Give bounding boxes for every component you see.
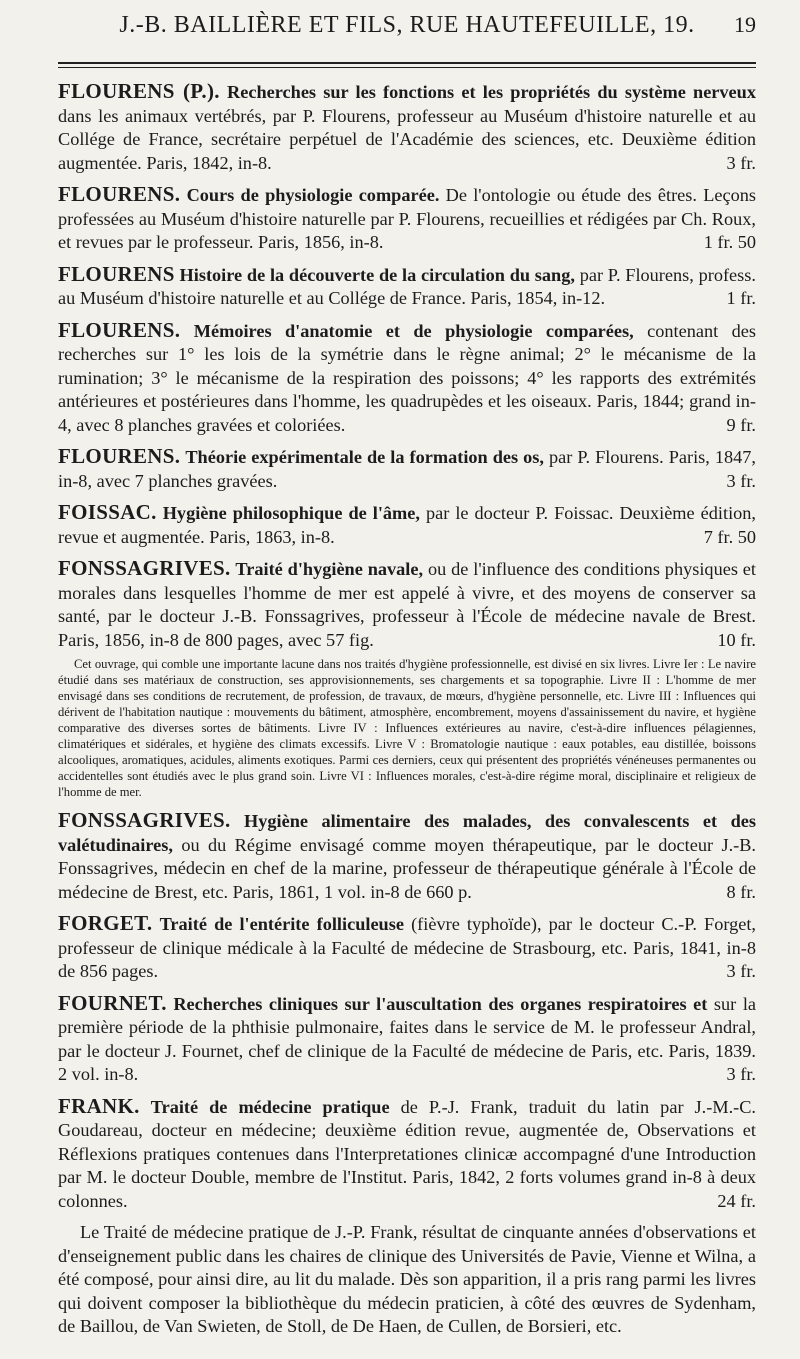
entry-note: Cet ouvrage, qui comble une importante lacune dans nos traités d'hygiène professionnelle, est divisé en six livres. Livre Ier : Le navire étudié dans ses matériaux de construction, ses approvisionnements, ses chargements et sa topographie. Livre II : L'homme de mer envisagé dans ses conditions de recrutement, de profession, de travaux, de mœurs, d'hygiène personnelle, etc. Livre III : Influences qui dérivent de l'habitation nautique : mouvements du bâtiment, atmosphère, encombrement, moyens d'assainissement du navire, et hygiène comparative des diverses sortes de bâtiments. Livre IV : Influences extérieures au navire, c'est-à-dire influences pélagiennes, climatériques et sidérales, et hygiène des climats excessifs. Livre V : Bromatologie nautique : eaux potables, eau distillée, boissons alcooliques, aromatiques, acidules, aliments exotiques. Parmi ces derniers, ceux qui présentent des propriétés vénéneuses permanentes ou accidentelles sont étudiés avec le plus grand soin. Livre VI : Influences morales, c'est-à-dire régime moral, disciplinaire et religieux de l'homme de mer. — [58, 657, 756, 799]
running-head — [58, 0, 756, 60]
catalogue-entry — [58, 501, 756, 549]
catalogue-entry — [58, 1095, 756, 1214]
entry-price: 3 fr. — [726, 152, 756, 173]
entry-author: FLOURENS. — [58, 444, 181, 468]
entry-title: Mémoires d'anatomie et de physiologie comparées, — [193, 320, 634, 341]
entry-text: par le docteur P. Foissac. Deuxième édition, revue et augmentée. Paris, 1863, in-8. — [58, 503, 756, 547]
entry-description: Le Traité de médecine pratique de J.-P. Frank, résultat de cinquante années d'observations et d'enseignement public dans les chaires de clinique des Universités de Pavie, Vienne et Wilna, a été composé, pour ainsi dire, au lit du malade. Dès son apparition, il a pris rang parmi les livres qui doivent composer la bibliothèque du médecin praticien, à côté des œuvres de Sydenham, de Baillou, de Van Swieten, de Stoll, de De Haen, de Cullen, de Borsieri, etc. — [58, 1222, 756, 1336]
catalogue-entry — [58, 319, 756, 438]
entry-text: dans les animaux vertébrés, par P. Flourens, professeur au Muséum d'histoire naturelle et au Collége de France, secrétaire perpétuel de l'Académie des sciences, etc. Deuxième édition augmentée. Paris, 1842, in-8. — [58, 105, 756, 173]
entry-price: 1 fr. 50 — [703, 232, 756, 252]
entry-author: FLOURENS (P.). — [58, 79, 220, 103]
entry-title: Recherches sur les fonctions et les propriétés du système nerveux — [227, 82, 756, 102]
entry-text: ou de l'influence des conditions physiques et morales dans lesquelles l'homme de mer est appelé à vivre, et des moyens de conserver sa santé, par le docteur J.-B. Fonssagrives, professeur à l'École de médecine navale de Brest. Paris, 1856, in-8 de 800 pages, avec 57 fig. — [58, 559, 757, 650]
entry-price: 1 fr. — [726, 288, 756, 308]
running-head-title: J.-B. BAILLIÈRE ET FILS, RUE HAUTEFEUILLE, 19. — [119, 12, 695, 38]
catalogue-entry — [58, 992, 756, 1087]
entry-text: par P. Flourens, profess. au Muséum d'histoire naturelle et au Collége de France. Paris, 1854, in-12. — [58, 264, 756, 308]
entry-author: FRANK. — [58, 1093, 140, 1118]
entry-author: FLOURENS. — [58, 182, 181, 206]
entry-price: 3 fr. — [726, 1064, 756, 1084]
entry-author: FOISSAC. — [58, 500, 157, 524]
entry-author: FONSSAGRIVES. — [58, 808, 231, 832]
entry-text: sur la première période de la phthisie pulmonaire, faites dans le service de M. le professeur Andral, par le docteur J. Fournet, chef de clinique de la Faculté de médecine de Paris, etc. Paris, 1839. 2 vol. in-8. — [58, 993, 757, 1084]
entry-price: 9 fr. — [726, 414, 756, 435]
entry-text: contenant des recherches sur 1° les lois de la symétrie dans le règne animal; 2° le mécanisme de la rumination; 3° le mécanisme de la respiration des poissons; 4° les rapports des extrémités antérieures et postérieures dans l'homme, les quadrupèdes et les oiseaux. Paris, 1844; grand in-4, avec 8 planches gravées et coloriées. — [58, 320, 756, 435]
entry-price: 3 fr. — [726, 961, 756, 981]
entry-text: par P. Flourens. Paris, 1847, in-8, avec 7 planches gravées. — [58, 447, 756, 491]
entry-price: 10 fr. — [717, 629, 756, 650]
header-rule-thin — [58, 67, 756, 68]
catalogue-entry — [58, 183, 756, 255]
entry-author: FONSSAGRIVES. — [58, 556, 231, 580]
catalogue-entry — [58, 445, 756, 493]
header-rule — [58, 62, 756, 64]
page-number: 19 — [734, 12, 756, 37]
entry-title: Traité de l'entérite folliculeuse — [159, 914, 404, 934]
entry-price: 7 fr. 50 — [703, 526, 756, 547]
catalogue-entry — [58, 809, 756, 904]
entry-author: FOURNET. — [58, 990, 167, 1015]
entry-author: FLOURENS — [58, 261, 175, 286]
entry-text: (fièvre typhoïde), par le docteur C.-P. Forget, professeur de clinique médicale à la Faculté de médecine de Strasbourg, etc. Paris, 1841, in-8 de 856 pages. — [58, 914, 756, 981]
entry-title: Hygiène alimentaire des malades, des convalescents et des valétudinaires, — [58, 811, 756, 855]
entry-title: Hygiène philosophique de l'âme, — [162, 503, 420, 523]
entry-title: Recherches cliniques sur l'auscultation des organes respiratoires et — [173, 993, 708, 1014]
entry-title: Histoire de la découverte de la circulation du sang, — [179, 264, 575, 285]
catalogue-entry — [58, 912, 756, 984]
entry-author: FLOURENS. — [58, 317, 181, 342]
entry-title: Traité de médecine pratique — [150, 1096, 390, 1117]
entry-title: Cours de physiologie comparée. — [186, 185, 440, 205]
entry-title: Théorie expérimentale de la formation des os, — [185, 447, 544, 467]
catalogue-entry — [58, 557, 756, 652]
entry-text: De l'ontologie ou étude des êtres. Leçons professées au Muséum d'histoire naturelle par P. Flourens, recueillies et rédigées par Ch. Roux, et revues par le professeur. Paris, 1856, in-8. — [58, 185, 756, 252]
entry-price: 3 fr. — [726, 470, 756, 491]
entry-text: de P.-J. Frank, traduit du latin par J.-M.-C. Goudareau, docteur en médecine; deuxième édition revue, augmentée de, Observations et Réflexions pratiques contenues dans l'Interpretationes clinicæ accompagné d'une Introduction par M. le docteur Double, membre de l'Institut. Paris, 1842, 2 forts volumes grand in-8 à deux colonnes. — [58, 1096, 756, 1211]
entry-text: ou du Régime envisagé comme moyen thérapeutique, par le docteur J.-B. Fonssagrives, médecin en chef de la marine, professeur de thérapeutique générale à l'École de médecine de Brest, etc. Paris, 1861, 1 vol. in-8 de 660 p. — [58, 834, 757, 902]
catalogue-entry — [58, 263, 756, 311]
catalogue-entry — [58, 80, 756, 175]
entry-price: 24 fr. — [717, 1190, 756, 1211]
entry-author: FORGET. — [58, 911, 153, 935]
entry-price: 8 fr. — [726, 881, 756, 902]
entry-title: Traité d'hygiène navale, — [235, 559, 424, 579]
